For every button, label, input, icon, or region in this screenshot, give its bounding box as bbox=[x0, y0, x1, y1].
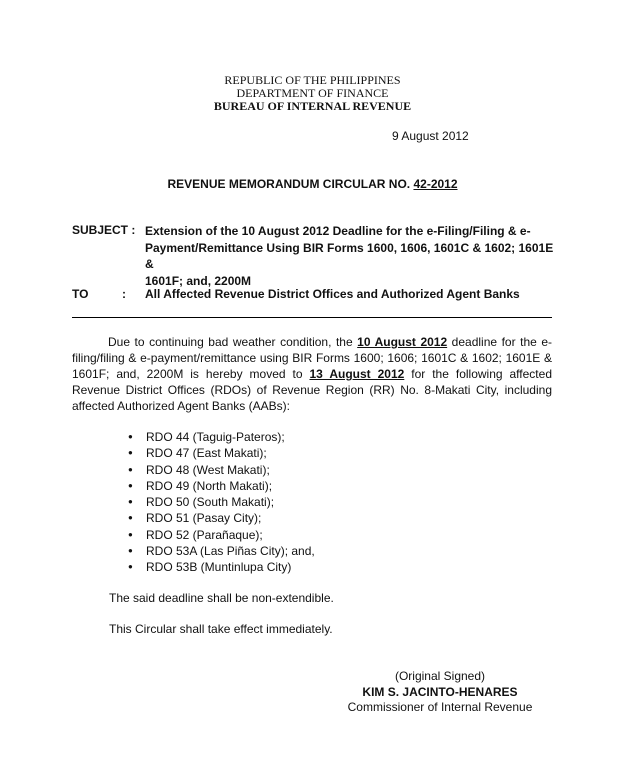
new-deadline: 13 August 2012 bbox=[309, 367, 405, 381]
signatory-name: KIM S. JACINTO-HENARES bbox=[362, 685, 518, 699]
p1-text-a: Due to continuing bad weather condition, the bbox=[108, 335, 358, 349]
memo-date: 9 August 2012 bbox=[392, 129, 469, 143]
p1-text-c: for the following affected Revenue District Offices (RDOs) of Revenue Region (RR) No. 8-Makati City, including affected Authorized Agent Banks (AABs): bbox=[72, 367, 552, 413]
subject-line: Extension of the 10 August 2012 Deadline for the e-Filing/Filing & e- bbox=[145, 224, 531, 238]
list-item: ● RDO 53A (Las Piñas City); and, bbox=[128, 543, 315, 559]
original-deadline: 10 August 2012 bbox=[357, 335, 448, 349]
to-label: TO bbox=[72, 287, 89, 301]
subject-label: SUBJECT : bbox=[72, 223, 136, 237]
header-republic: REPUBLIC OF THE PHILIPPINES bbox=[224, 73, 401, 87]
memo-number: 42-2012 bbox=[413, 177, 458, 191]
list-item: ● RDO 47 (East Makati); bbox=[128, 445, 315, 461]
list-item: ● RDO 53B (Muntinlupa City) bbox=[128, 559, 315, 575]
body-paragraph-3: This Circular shall take effect immediately. bbox=[109, 622, 333, 636]
body-paragraph-1 bbox=[72, 334, 552, 414]
list-item: ● RDO 44 (Taguig-Pateros); bbox=[128, 429, 315, 445]
header-bureau: BUREAU OF INTERNAL REVENUE bbox=[213, 99, 412, 113]
to-value: All Affected Revenue District Offices and Authorized Agent Banks bbox=[145, 287, 520, 301]
list-item: ● RDO 49 (North Makati); bbox=[128, 478, 315, 494]
list-item: ● RDO 48 (West Makati); bbox=[128, 462, 315, 478]
list-item: ● RDO 51 (Pasay City); bbox=[128, 510, 315, 526]
list-item: ● RDO 52 (Parañaque); bbox=[128, 527, 315, 543]
list-item: ● RDO 50 (South Makati); bbox=[128, 494, 315, 510]
signature-note: (Original Signed) bbox=[394, 669, 486, 683]
subject-line: 1601F; and, 2200M bbox=[145, 273, 252, 288]
header-department: DEPARTMENT OF FINANCE bbox=[236, 86, 389, 100]
body-paragraph-2: The said deadline shall be non-extendible. bbox=[109, 591, 334, 605]
p1-text-b: deadline for the e-filing/filing & e-payment/remittance using BIR Forms 1600; 1606; 1601C & 1602; 1601E & 1601F; and, 2200M is hereby moved to bbox=[72, 335, 552, 381]
rdo-list bbox=[128, 429, 315, 576]
memo-title-prefix: REVENUE MEMORANDUM CIRCULAR NO. bbox=[167, 177, 414, 191]
memo-title bbox=[0, 177, 625, 191]
signatory-title: Commissioner of Internal Revenue bbox=[347, 700, 533, 714]
subject-text bbox=[145, 223, 560, 289]
subject-line: Payment/Remittance Using BIR Forms 1600, 1606, 1601C & 1602; 1601E & bbox=[145, 240, 554, 271]
divider-line bbox=[72, 317, 552, 318]
to-colon: : bbox=[122, 287, 126, 301]
